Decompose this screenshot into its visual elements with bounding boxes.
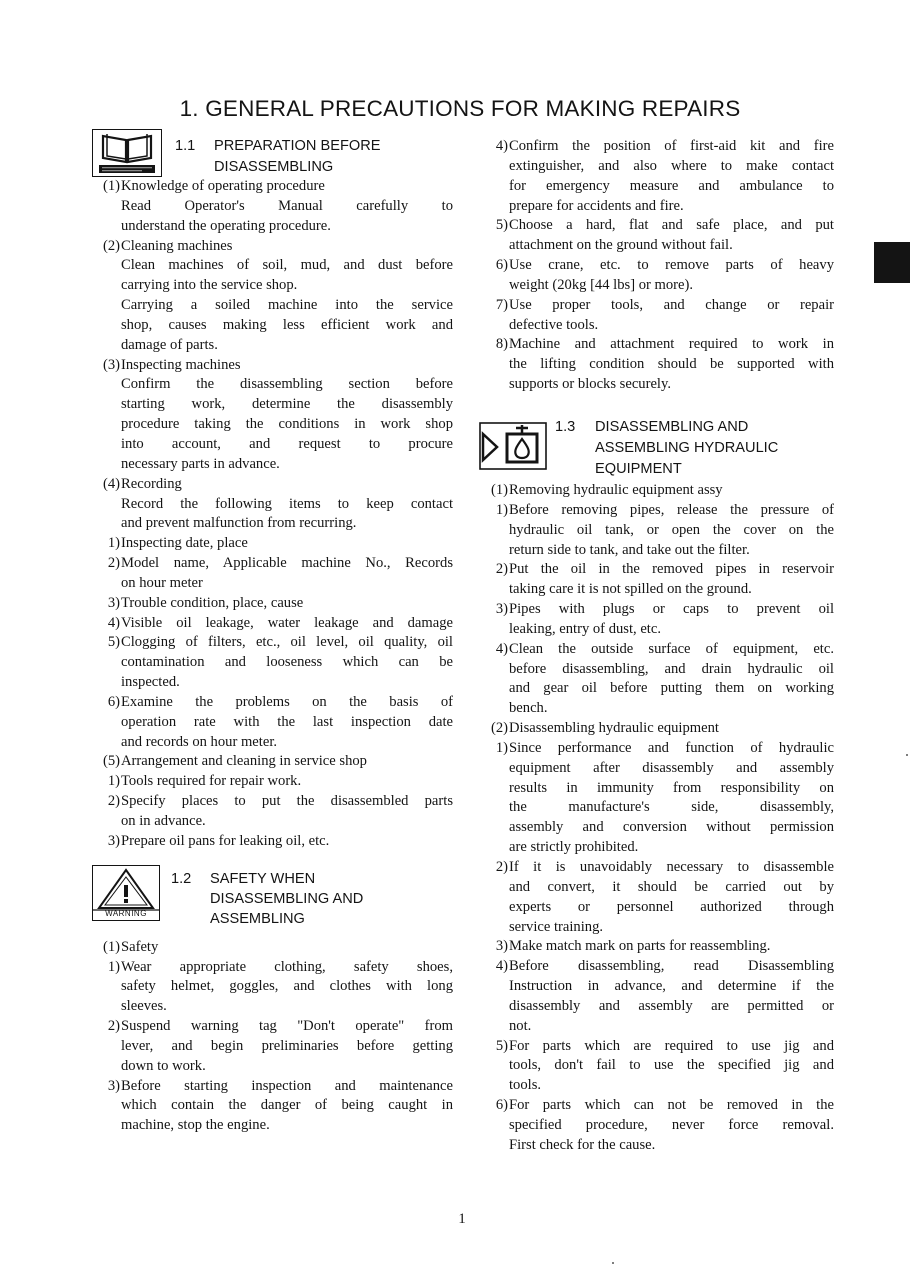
text-line	[476, 137, 834, 157]
line-text: Confirm the disassembling section before	[121, 376, 453, 393]
text-line	[88, 1037, 453, 1057]
text-line	[88, 336, 453, 356]
line-text: bench.	[509, 700, 548, 717]
line-text: Suspend warning tag "Don't operate" from	[121, 1018, 453, 1035]
text-line	[476, 157, 834, 177]
item-marker: 2)	[495, 859, 508, 875]
item-marker: 8)	[495, 336, 508, 353]
text-line	[476, 779, 834, 799]
text-line	[476, 316, 834, 336]
line-text: prepare for accidents and fire.	[509, 197, 684, 214]
section-number: 1.1	[175, 138, 196, 154]
line-text: before disassembling, and drain hydraulic oil	[509, 660, 834, 677]
text-line	[88, 237, 453, 257]
section-number: 1.3	[555, 418, 576, 435]
text-line	[476, 798, 834, 818]
line-text: results in immunity from responsibility on	[509, 779, 834, 796]
text-line	[476, 216, 834, 236]
text-line	[476, 699, 834, 719]
text-line	[476, 501, 834, 521]
text-line	[88, 1077, 453, 1097]
item-marker: (2)	[490, 720, 508, 737]
line-text: tools.	[509, 1077, 542, 1094]
line-text: defective tools.	[509, 316, 599, 333]
item-marker: 1)	[495, 739, 508, 756]
line-text: assembly and conversion without permission	[509, 819, 834, 836]
text-line	[88, 574, 453, 594]
text-line	[476, 521, 834, 541]
item-marker: 4)	[495, 958, 508, 975]
text-line	[88, 197, 453, 217]
line-text: hydraulic oil tank, or open the cover on the	[509, 521, 834, 538]
text-line	[88, 1057, 453, 1077]
line-text: Clean the outside surface of equipment, etc.	[509, 640, 834, 657]
line-text: for emergency measure and ambulance to	[509, 177, 834, 194]
line-text: attachment on the ground without fail.	[509, 237, 733, 254]
text-line	[88, 177, 453, 197]
text-line	[88, 435, 453, 455]
line-text: Use crane, etc. to remove parts of heavy	[509, 257, 834, 274]
line-text: into account, and request to procure	[121, 435, 453, 452]
item-marker: 5)	[495, 1037, 508, 1054]
text-line	[476, 1076, 834, 1096]
text-line	[476, 1056, 834, 1076]
text-line	[476, 759, 834, 779]
item-marker: 4)	[107, 614, 120, 631]
line-text: Record the following items to keep contact	[121, 495, 453, 512]
hydraulic-oil-tank-icon	[479, 422, 543, 470]
right-column	[476, 137, 834, 1156]
text-line	[476, 1096, 834, 1116]
line-text: Before removing pipes, release the pressure of	[509, 501, 834, 518]
text-line	[476, 620, 834, 640]
text-line	[88, 812, 453, 832]
text-line	[88, 938, 453, 958]
line-text: the lifting condition should be supported with	[509, 356, 834, 373]
line-text: not.	[509, 1017, 532, 1034]
text-line	[88, 653, 453, 673]
item-marker: 3)	[107, 832, 120, 849]
line-text: sleeves.	[121, 998, 167, 1015]
line-text: Confirm the position of first-aid kit and fire	[509, 138, 834, 154]
text-line	[476, 197, 834, 217]
line-text: inspected.	[121, 674, 180, 691]
text-line	[476, 838, 834, 858]
line-text: the manufacture's side, disassembly,	[509, 799, 834, 816]
line-text: Put the oil in the removed pipes in reservoir	[509, 561, 834, 578]
section-heading: ASSEMBLING HYDRAULIC	[595, 439, 779, 456]
warning-label: WARNING	[105, 908, 147, 918]
line-text: Carrying a soiled machine into the service	[121, 297, 453, 314]
text-line	[476, 640, 834, 660]
line-text: and records on hour meter.	[121, 733, 278, 750]
text-line	[476, 256, 834, 276]
text-line	[88, 316, 453, 336]
line-text: First check for the cause.	[509, 1136, 656, 1153]
section-heading: DISASSEMBLING AND	[210, 890, 364, 907]
text-line	[476, 739, 834, 759]
line-text: operation rate with the last inspection date	[121, 713, 453, 730]
text-line	[476, 858, 834, 878]
line-text: shop, causes making less efficient work and	[121, 316, 453, 333]
line-text: supports or blocks securely.	[509, 376, 671, 393]
text-line	[476, 481, 834, 501]
item-marker: 1)	[107, 958, 120, 975]
item-marker: 3)	[495, 938, 508, 955]
item-marker: 4)	[495, 640, 508, 657]
text-line	[88, 832, 453, 852]
text-line	[88, 356, 453, 376]
text-line	[476, 660, 834, 680]
text-line	[88, 693, 453, 713]
line-text: on in advance.	[121, 813, 206, 829]
item-marker: (1)	[102, 938, 120, 955]
text-line	[476, 818, 834, 838]
text-line	[88, 276, 453, 296]
text-line	[88, 633, 453, 653]
item-marker: 6)	[495, 257, 508, 274]
text-line	[476, 1136, 834, 1156]
line-text: return side to tank, and take out the filter.	[509, 541, 750, 558]
line-text: specified procedure, never force removal.	[509, 1116, 834, 1133]
section-heading: DISASSEMBLING AND	[595, 418, 749, 435]
line-text: Inspecting machines	[121, 356, 241, 373]
text-line	[88, 752, 453, 772]
line-text: damage of parts.	[121, 336, 218, 353]
item-marker: (3)	[102, 356, 120, 373]
text-line	[476, 1017, 834, 1037]
section-1-3-body	[476, 481, 834, 1156]
line-text: safety helmet, goggles, and clothes with long	[121, 978, 453, 995]
item-marker: 4)	[495, 138, 508, 154]
text-line	[88, 977, 453, 997]
text-line	[476, 335, 834, 355]
section-1-3-header	[476, 417, 834, 481]
line-text: contamination and looseness which can be	[121, 654, 453, 671]
line-text: Before disassembling, read Disassembling	[509, 958, 834, 975]
line-text: Visible oil leakage, water leakage and damage	[121, 614, 453, 631]
section-heading: EQUIPMENT	[595, 460, 682, 477]
scan-speck	[612, 1262, 614, 1264]
line-text: If it is unavoidably necessary to disassemble	[509, 859, 834, 875]
text-line	[88, 495, 453, 515]
text-line	[476, 177, 834, 197]
text-line	[476, 600, 834, 620]
item-marker: (1)	[102, 178, 120, 194]
item-marker: 2)	[495, 561, 508, 578]
section-1-1-body	[88, 177, 453, 852]
item-marker: 1)	[495, 501, 508, 518]
line-text: Clean machines of soil, mud, and dust before	[121, 257, 453, 274]
section-1-2-body	[88, 938, 453, 1136]
text-line	[476, 560, 834, 580]
line-text: Wear appropriate clothing, safety shoes,	[121, 958, 453, 975]
item-marker: 6)	[107, 693, 120, 710]
text-line	[476, 296, 834, 316]
line-text: lever, and begin preliminaries before getting	[121, 1037, 453, 1054]
line-text: Arrangement and cleaning in service shop	[121, 753, 367, 770]
line-text: and gear oil before putting them on working	[509, 680, 834, 697]
item-marker: 2)	[107, 793, 120, 810]
line-text: Use proper tools, and change or repair	[509, 296, 834, 313]
line-text: Trouble condition, place, cause	[121, 594, 304, 611]
line-text: weight (20kg [44 lbs] or more).	[509, 276, 694, 293]
line-text: and prevent malfunction from recurring.	[121, 515, 357, 532]
warning-icon	[92, 865, 160, 921]
text-line	[88, 375, 453, 395]
line-text: machine, stop the engine.	[121, 1117, 270, 1134]
item-marker: 5)	[107, 634, 120, 651]
text-line	[88, 256, 453, 276]
section-edge-tab	[874, 242, 910, 283]
line-text: Inspecting date, place	[121, 535, 248, 552]
line-text: on hour meter	[121, 574, 203, 591]
text-line	[88, 772, 453, 792]
line-text: Examine the problems on the basis of	[121, 693, 453, 710]
line-text: down to work.	[121, 1057, 206, 1074]
line-text: For parts which can not be removed in the	[509, 1097, 834, 1114]
line-text: Specify places to put the disassembled parts	[121, 793, 453, 810]
line-text: Read Operator's Manual carefully to	[121, 197, 453, 214]
text-line	[476, 276, 834, 296]
text-line	[88, 554, 453, 574]
item-marker: 3)	[107, 1077, 120, 1094]
text-line	[88, 792, 453, 812]
item-marker: 3)	[107, 594, 120, 611]
section-1-2-continued	[476, 137, 834, 395]
section-1-1-header	[88, 137, 453, 177]
line-text: are strictly prohibited.	[509, 839, 639, 856]
line-text: taking care it is not spilled on the ground.	[509, 581, 752, 598]
text-line	[88, 594, 453, 614]
text-line	[476, 1037, 834, 1057]
text-line	[88, 415, 453, 435]
text-line	[476, 375, 834, 395]
item-marker: 3)	[495, 601, 508, 618]
line-text: service training.	[509, 918, 604, 935]
line-text: equipment after disassembly and assembly	[509, 759, 834, 776]
text-line	[88, 395, 453, 415]
text-line	[476, 580, 834, 600]
line-text: Removing hydraulic equipment assy	[509, 481, 723, 498]
text-line	[88, 1017, 453, 1037]
item-marker: (2)	[102, 237, 120, 254]
line-text: Make match mark on parts for reassembling.	[509, 938, 771, 955]
text-line	[88, 1116, 453, 1136]
text-line	[476, 541, 834, 561]
text-line	[88, 534, 453, 554]
operator-manual-book-icon	[92, 129, 162, 177]
line-text: and convert, it should be carried out by	[509, 878, 834, 895]
line-text: which contain the danger of being caught in	[121, 1097, 453, 1114]
text-line	[476, 898, 834, 918]
item-marker: 6)	[495, 1097, 508, 1114]
line-text: tools, don't fail to use the specified jig and	[509, 1057, 834, 1074]
line-text: Machine and attachment required to work in	[509, 336, 834, 353]
text-line	[476, 977, 834, 997]
line-text: Tools required for repair work.	[121, 773, 302, 790]
text-line	[476, 918, 834, 938]
line-text: Safety	[121, 938, 159, 955]
line-text: necessary parts in advance.	[121, 455, 280, 472]
text-line	[88, 997, 453, 1017]
text-line	[88, 455, 453, 475]
line-text: starting work, determine the disassembly	[121, 396, 453, 413]
line-text: understand the operating procedure.	[121, 217, 331, 234]
line-text: carrying into the service shop.	[121, 277, 298, 294]
text-line	[476, 878, 834, 898]
text-line	[476, 236, 834, 256]
text-line	[476, 679, 834, 699]
left-column	[88, 137, 453, 1136]
line-text: Prepare oil pans for leaking oil, etc.	[121, 832, 330, 849]
section-heading: PREPARATION BEFORE	[214, 138, 381, 154]
line-text: procedure taking the conditions in work shop	[121, 416, 453, 433]
line-text: Model name, Applicable machine No., Records	[121, 555, 453, 572]
text-line	[88, 475, 453, 495]
item-marker: 1)	[107, 773, 120, 790]
page-number: 1	[458, 1211, 466, 1227]
line-text: Clogging of filters, etc., oil level, oil quality, oil	[121, 634, 453, 651]
text-line	[476, 957, 834, 977]
line-text: Instruction in advance, and determine if the	[509, 978, 834, 995]
item-marker: 1)	[107, 535, 120, 552]
section-heading: DISASSEMBLING	[214, 159, 334, 175]
line-text: Recording	[121, 475, 182, 492]
text-line	[476, 719, 834, 739]
text-line	[476, 1116, 834, 1136]
item-marker: (5)	[102, 753, 120, 770]
section-number: 1.2	[171, 870, 192, 887]
text-line	[88, 733, 453, 753]
item-marker: 2)	[107, 1018, 120, 1035]
item-marker: 7)	[495, 296, 508, 313]
section-1-2-header	[88, 870, 453, 938]
text-line	[88, 1096, 453, 1116]
text-line	[88, 713, 453, 733]
line-text: Knowledge of operating procedure	[121, 178, 325, 194]
text-line	[88, 614, 453, 634]
line-text: Since performance and function of hydraulic	[509, 739, 834, 756]
section-heading: ASSEMBLING	[210, 910, 305, 927]
line-text: extinguisher, and also where to make contact	[509, 157, 834, 174]
text-line	[88, 296, 453, 316]
item-marker: 2)	[107, 555, 120, 572]
line-text: Choose a hard, flat and safe place, and put	[509, 217, 834, 234]
line-text: Pipes with plugs or caps to prevent oil	[509, 601, 834, 618]
text-line	[476, 937, 834, 957]
text-line	[476, 997, 834, 1017]
line-text: disassembly and assembly are permitted or	[509, 997, 834, 1014]
item-marker: 5)	[495, 217, 508, 234]
item-marker: (4)	[102, 475, 120, 492]
page-title: 1. GENERAL PRECAUTIONS FOR MAKING REPAIRS	[179, 96, 741, 121]
text-line	[88, 673, 453, 693]
line-text: Before starting inspection and maintenance	[121, 1077, 453, 1094]
line-text: experts or personnel authorized through	[509, 898, 834, 915]
text-line	[88, 514, 453, 534]
line-text: For parts which are required to use jig and	[509, 1037, 834, 1054]
item-marker: (1)	[490, 481, 508, 498]
text-line	[88, 217, 453, 237]
text-line	[476, 355, 834, 375]
line-text: leaking, entry of dust, etc.	[509, 620, 661, 637]
line-text: Disassembling hydraulic equipment	[509, 720, 719, 737]
line-text: Cleaning machines	[121, 237, 233, 254]
section-heading: SAFETY WHEN	[210, 870, 316, 887]
text-line	[88, 958, 453, 978]
scan-speck	[906, 754, 908, 756]
